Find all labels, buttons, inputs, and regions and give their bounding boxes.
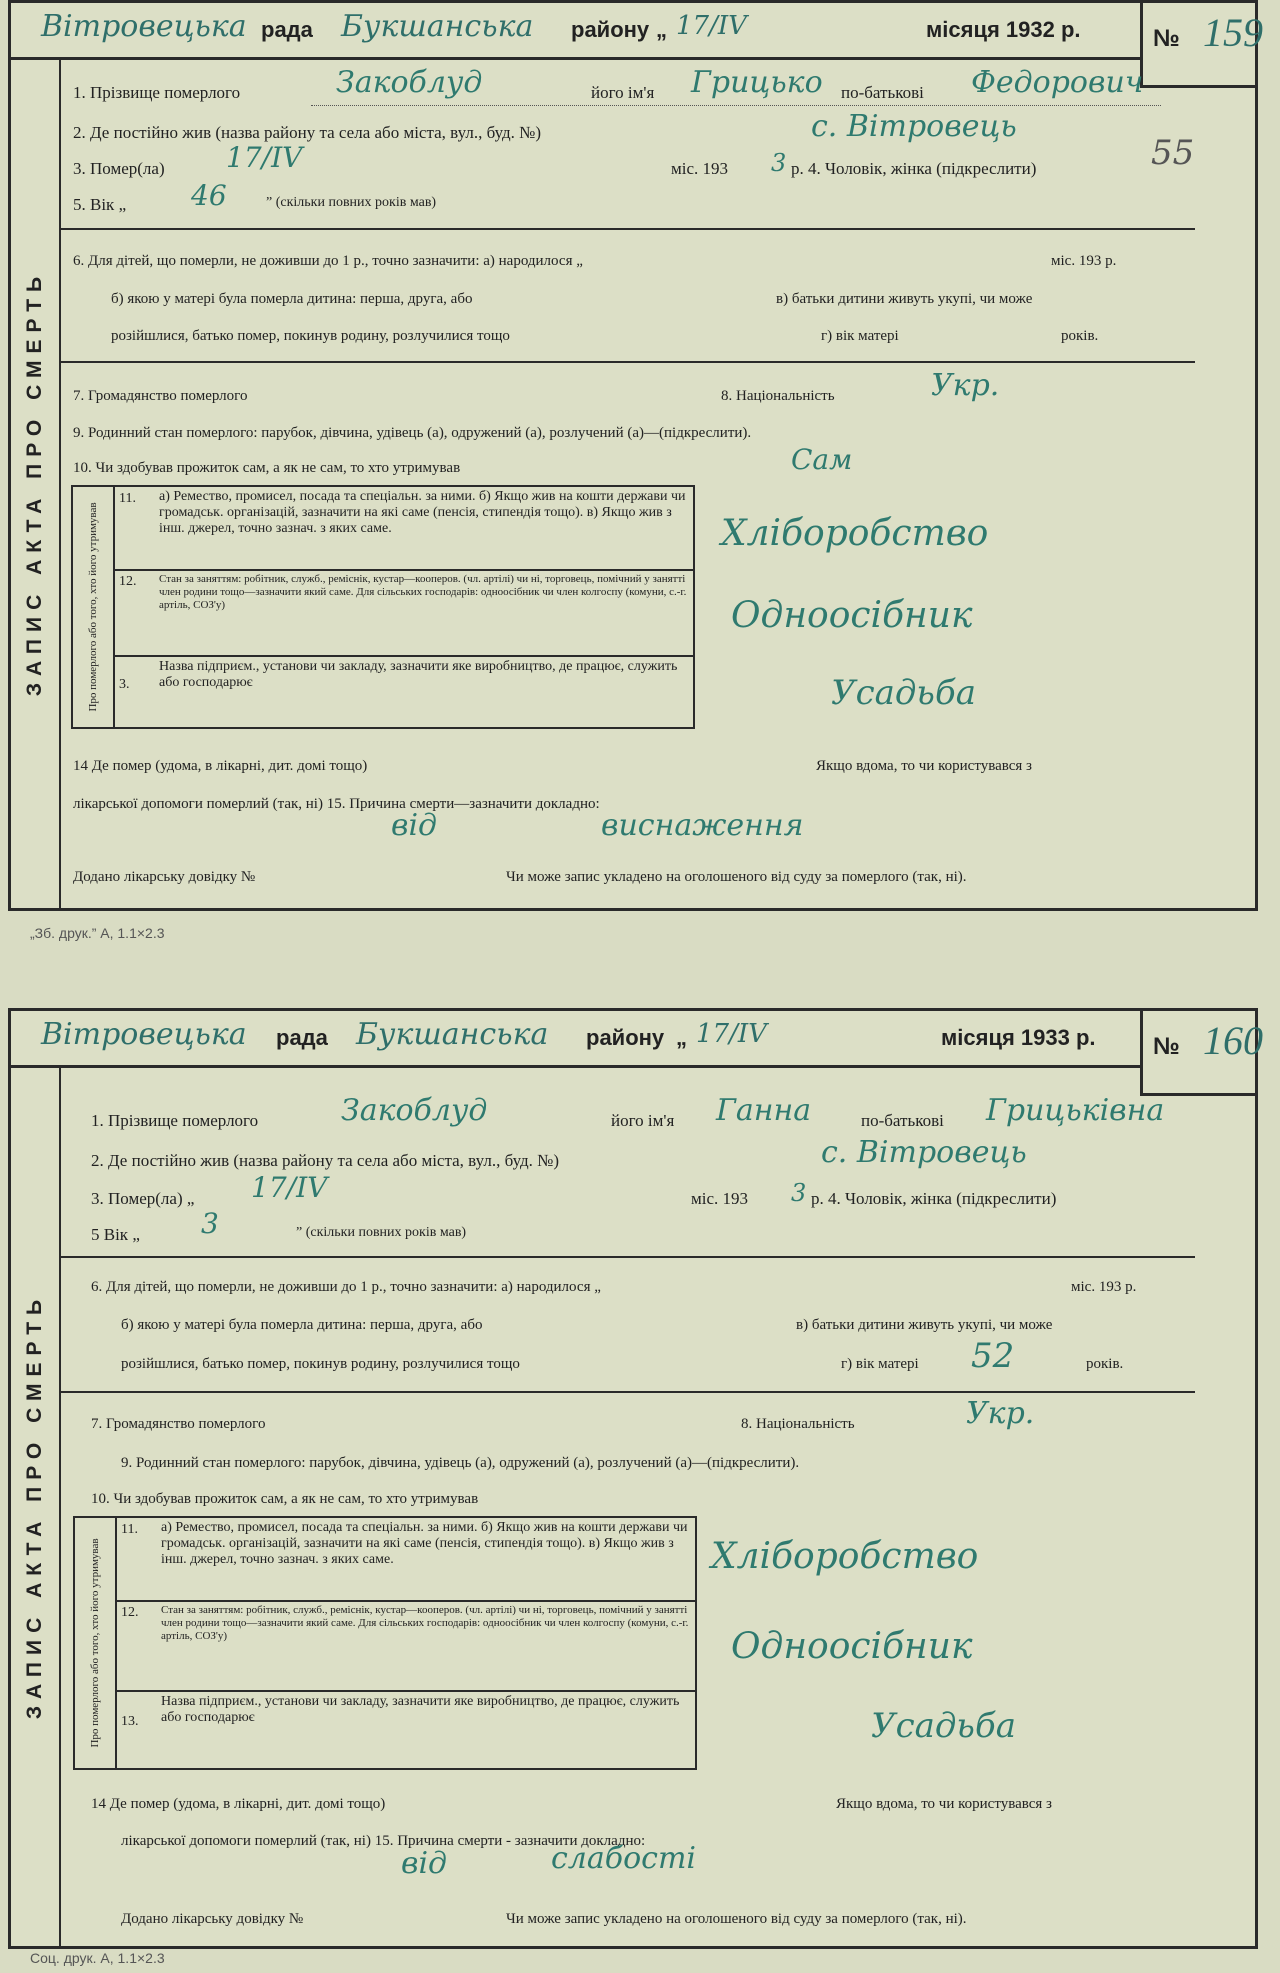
child-born-label: 6. Для дітей, що померли, не доживши до 1 р., точно зазначити: а) народилося „	[73, 253, 583, 269]
occupation-handwritten: Хліборобство	[711, 1536, 979, 1577]
year-handwritten: 3	[791, 1179, 807, 1207]
died-label: 3. Помер(ла)	[73, 159, 165, 178]
date-quote: „	[676, 1025, 687, 1050]
cause-label: лікарської допомоги померлий (так, ні) 15. Причина смерти - зазначити докладно:	[121, 1833, 646, 1849]
court-label: Чи може запис укладено на оголошеного від суду за померлого (так, ні).	[506, 1911, 967, 1927]
home-label: Якщо вдома, то чи користувався з	[836, 1796, 1052, 1812]
row-surname	[73, 83, 240, 103]
patronymic-handwritten: Федорович	[971, 65, 1144, 100]
occupation-handwritten: Хліборобство	[721, 513, 989, 554]
date-handwritten: 17/IV	[676, 11, 747, 41]
row-number: 11.	[119, 491, 136, 506]
row-13	[113, 657, 693, 723]
cause-handwritten-1: від	[391, 808, 438, 843]
cause-handwritten-2: слабості	[551, 1841, 697, 1876]
date-quote: „	[656, 17, 667, 42]
surname-label: 1. Прізвище померлого	[73, 83, 241, 102]
form-header	[11, 3, 1255, 60]
name-handwritten: Грицько	[691, 65, 823, 100]
child-born-month: міс. 193 р.	[1051, 253, 1117, 269]
residence-handwritten: с. Вітровець	[821, 1135, 1027, 1170]
death-date-handwritten: 17/IV	[251, 1171, 328, 1204]
marital-label: 9. Родинний стан померлого: парубок, дівчина, удівець (а), одружений (а), розлучений (а)—(підкреслити).	[121, 1455, 800, 1471]
row-number: 13.	[121, 1714, 139, 1729]
print-mark-bottom: Соц. друк. А, 1.1×2.3	[30, 1950, 165, 1966]
row-13-text: Назва підприєм., установи чи закладу, зазначити яке виробництво, де працює, служить або господарює	[159, 659, 678, 690]
cause-handwritten-1: від	[401, 1846, 448, 1881]
court-label: Чи може запис укладено на оголошеного від суду за померлого (так, ні).	[506, 869, 967, 885]
number-label: №	[1153, 25, 1180, 52]
district-label: району	[571, 17, 650, 42]
row-12	[115, 1602, 695, 1692]
residence-handwritten: с. Вітровець	[811, 109, 1017, 144]
death-place-label: 14 Де помер (удома, в лікарні, дит. домі тощо)	[91, 1796, 386, 1812]
surname-handwritten: Закоблуд	[341, 1093, 488, 1128]
council-label: рада	[276, 1025, 328, 1050]
mother-age-handwritten: 52	[971, 1336, 1015, 1376]
age-label: 5 Вік „	[91, 1225, 140, 1244]
parents-status-label: розійшлися, батько помер, покинув родину, розлучилися тощо	[121, 1356, 520, 1372]
divider	[59, 1256, 1195, 1258]
status-handwritten: Одноосібник	[731, 1626, 973, 1667]
record-number-box	[1140, 1008, 1263, 1096]
age-note: ” (скільки повних років мав)	[266, 195, 437, 210]
side-title	[11, 57, 61, 908]
row-12	[113, 571, 693, 657]
row-number: 11.	[121, 1522, 138, 1537]
date-handwritten: 17/IV	[696, 1019, 767, 1049]
row-13-text: Назва підприєм., установи чи закладу, зазначити яке виробництво, де працює, служить або господарює	[161, 1694, 680, 1725]
citizenship-label: 7. Громадянство померлого	[73, 388, 248, 404]
gender-label: р. 4. Чоловік, жінка (підкреслити)	[791, 159, 1037, 178]
child-born-label: 6. Для дітей, що померли, не доживши до 1 р., точно зазначити: а) народилося „	[91, 1279, 601, 1295]
child-order-label: б) якою у матері була померла дитина: перша, друга, або	[111, 291, 473, 307]
occupation-side-label	[73, 487, 115, 727]
council-label: рада	[261, 17, 313, 42]
month-year-label: міс. 193	[671, 159, 729, 178]
patronymic-label: по-батькові	[841, 83, 924, 102]
row-12-text: Стан за заняттям: робітник, служб., реміснік, кустар—кооперов. (чл. артілі) чи ні, торговець, помічний у занятті член родини тощо—зазначити який саме. Для сільських господарів: одноосібник чи член колгоспу (комуни, с.-г. артіль, СОЗ'у)	[161, 1604, 689, 1642]
certificate-label: Додано лікарську довідку №	[121, 1911, 304, 1927]
name-label: його ім'я	[611, 1111, 675, 1130]
number-handwritten: 159	[1203, 10, 1263, 55]
row-13	[115, 1692, 695, 1764]
row-number: 12.	[119, 574, 137, 589]
residence-label: 2. Де постійно жив (назва району та села або міста, вул., буд. №)	[73, 123, 542, 142]
years-label: років.	[1061, 328, 1099, 344]
support-handwritten: Сам	[791, 443, 853, 476]
margin-note: 55	[1151, 133, 1195, 173]
side-title-text: ЗАПИС АКТА ПРО СМЕРТЬ	[23, 1292, 46, 1719]
side-title-text: ЗАПИС АКТА ПРО СМЕРТЬ	[23, 269, 46, 696]
row-12-text: Стан за заняттям: робітник, служб., реміснік, кустар—кооперов. (чл. артілі) чи ні, торговець, помічний у занятті член родини тощо—зазначити який саме. Для сільських господарів: одноосібник чи член колгоспу (комуни, с.-г. артіль, СОЗ'у)	[159, 573, 687, 611]
row-number: 3.	[119, 677, 130, 692]
row-11	[115, 1518, 695, 1602]
number-label: №	[1153, 1033, 1180, 1060]
residence-label: 2. Де постійно жив (назва району та села або міста, вул., буд. №)	[91, 1151, 560, 1170]
status-handwritten: Одноосібник	[731, 595, 973, 636]
nationality-label: 8. Національність	[721, 388, 835, 404]
cause-label: лікарської допомоги померлий (так, ні) 15. Причина смерти—зазначити докладно:	[73, 796, 600, 812]
child-order-label: б) якою у матері була померла дитина: перша, друга, або	[121, 1317, 483, 1333]
row-number: 12.	[121, 1605, 139, 1620]
support-label: 10. Чи здобував прожиток сам, а як не сам, то хто утримував	[73, 460, 461, 476]
mother-age-label: г) вік матері	[841, 1356, 919, 1372]
row-11-text: а) Ремество, промисел, посада та спеціальн. за ними. б) Якщо жив на кошти держави чи громадськ. організацій, зазначити на які саме (пенсія, стипендія тощо). в) Якщо жив з інш. джерел, точно зазнач. з яких саме.	[161, 1520, 688, 1567]
surname-handwritten: Закоблуд	[336, 65, 483, 100]
nationality-handwritten: Укр.	[966, 1396, 1035, 1431]
side-title	[11, 1065, 61, 1946]
child-born-month: міс. 193 р.	[1071, 1279, 1137, 1295]
death-record-form-2	[8, 1008, 1263, 1949]
death-date-handwritten: 17/IV	[226, 141, 303, 174]
marital-label: 9. Родинний стан померлого: парубок, дівчина, удівець (а), одружений (а), розлучений (а)—(підкреслити).	[73, 425, 752, 441]
occupation-side-label	[75, 1518, 117, 1768]
dotted-line	[311, 105, 1161, 106]
print-mark: „Зб. друк.” А, 1.1×2.3	[30, 925, 165, 941]
occupation-block	[71, 485, 695, 729]
month-label: місяця 1933 р.	[941, 1025, 1096, 1050]
occupation-block	[73, 1516, 697, 1770]
row-11-text: а) Ремество, промисел, посада та спеціальн. за ними. б) Якщо жив на кошти держави чи громадськ. організацій, зазначити на які саме (пенсія, стипендія тощо). в) Якщо жив з інш. джерел, точно зазнач. з яких саме.	[159, 489, 686, 536]
name-handwritten: Ганна	[716, 1093, 812, 1128]
age-handwritten: 46	[191, 179, 227, 212]
patronymic-handwritten: Грицьківна	[986, 1093, 1165, 1128]
council-handwritten: Вітровецька	[41, 1017, 247, 1052]
years-label: років.	[1086, 1356, 1124, 1372]
death-record-form-1	[8, 0, 1263, 911]
district-handwritten: Букшанська	[341, 9, 534, 44]
month-label: місяця 1932 р.	[926, 17, 1081, 42]
workplace-handwritten: Усадьба	[831, 673, 976, 713]
nationality-handwritten: Укр.	[931, 368, 1000, 403]
cause-handwritten-2: виснаження	[601, 808, 804, 843]
died-label: 3. Помер(ла) „	[91, 1189, 195, 1208]
form-header	[11, 1011, 1255, 1068]
district-handwritten: Букшанська	[356, 1017, 549, 1052]
age-handwritten: 3	[201, 1207, 219, 1240]
workplace-handwritten: Усадьба	[871, 1706, 1016, 1746]
age-label: 5. Вік „	[73, 195, 127, 214]
nationality-label: 8. Національність	[741, 1416, 855, 1432]
district-label: району	[586, 1025, 665, 1050]
parents-label: в) батьки дитини живуть укупі, чи може	[796, 1317, 1053, 1333]
surname-label: 1. Прізвище померлого	[91, 1111, 259, 1130]
row-11	[113, 487, 693, 571]
occupation-side-text: Про померлого або того, хто його утримував	[89, 1538, 101, 1748]
divider	[59, 361, 1195, 363]
council-handwritten: Вітровецька	[41, 9, 247, 44]
divider	[59, 228, 1195, 230]
support-label: 10. Чи здобував прожиток сам, а як не сам, то хто утримував	[91, 1491, 479, 1507]
home-label: Якщо вдома, то чи користувався з	[816, 758, 1032, 774]
mother-age-label: г) вік матері	[821, 328, 899, 344]
certificate-label: Додано лікарську довідку №	[73, 869, 256, 885]
divider	[59, 1391, 1195, 1393]
patronymic-label: по-батькові	[861, 1111, 944, 1130]
name-label: його ім'я	[591, 83, 655, 102]
occupation-side-text: Про померлого або того, хто його утримував	[87, 502, 99, 712]
parents-status-label: розійшлися, батько помер, покинув родину, розлучилися тощо	[111, 328, 510, 344]
number-handwritten: 160	[1203, 1018, 1263, 1063]
gender-label: р. 4. Чоловік, жінка (підкреслити)	[811, 1189, 1057, 1208]
row-age	[73, 195, 126, 215]
month-year-label: міс. 193	[691, 1189, 749, 1208]
age-note: ” (скільки повних років мав)	[296, 1225, 467, 1240]
citizenship-label: 7. Громадянство померлого	[91, 1416, 266, 1432]
death-place-label: 14 Де помер (удома, в лікарні, дит. домі тощо)	[73, 758, 368, 774]
parents-label: в) батьки дитини живуть укупі, чи може	[776, 291, 1033, 307]
year-handwritten: 3	[771, 149, 787, 177]
record-number-box	[1140, 0, 1263, 88]
